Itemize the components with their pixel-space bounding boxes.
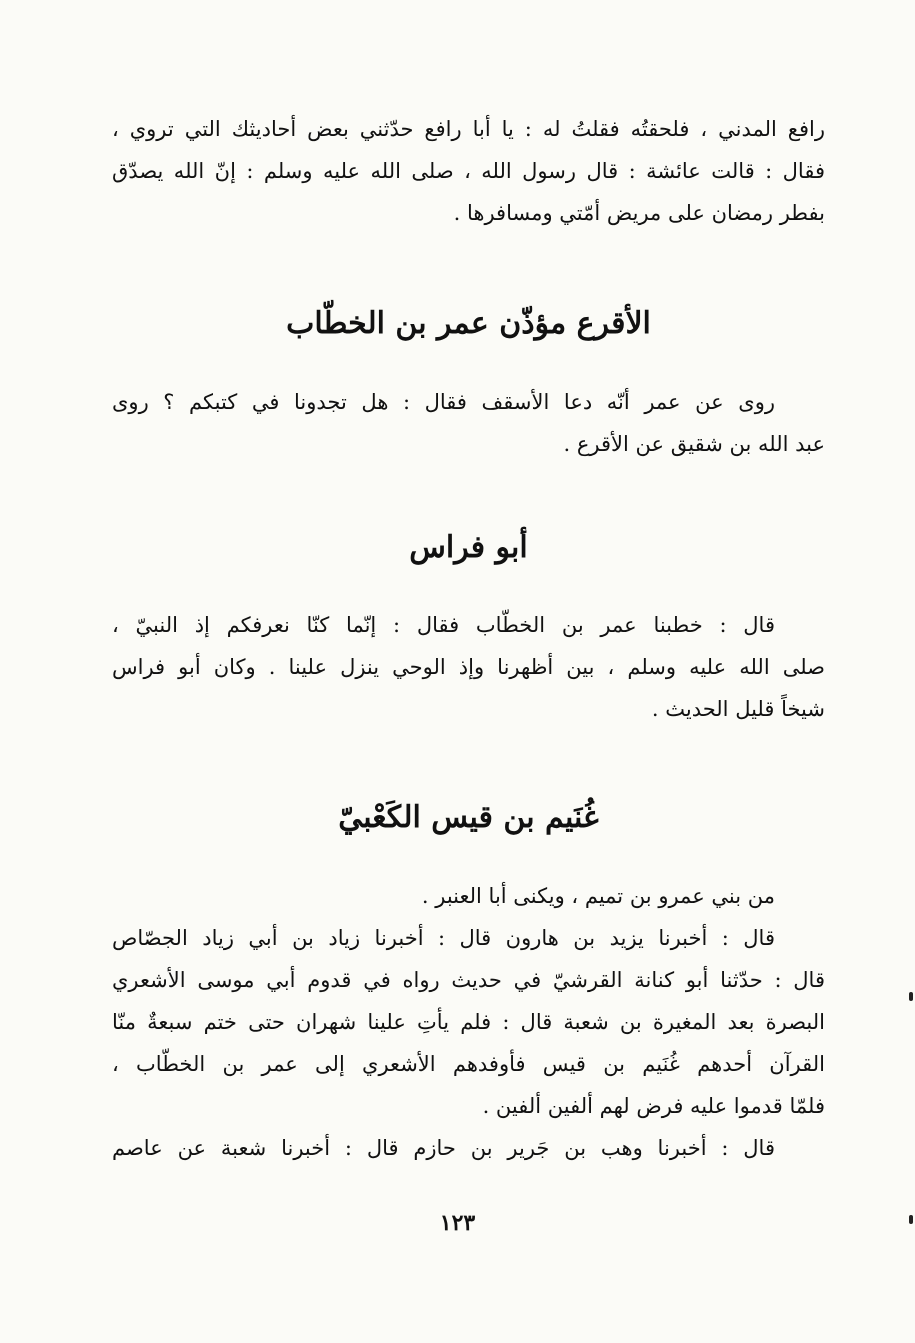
- text-line: قال : أخبرنا يزيد بن هارون قال : أخبرنا زياد بن أبي زياد الجصّاص: [112, 926, 775, 950]
- text-line: قال : خطبنا عمر بن الخطّاب فقال : إنّما كنّا نعرفكم إذ النبيّ ،: [112, 613, 775, 637]
- text-line: روى عن عمر أنّه دعا الأسقف فقال : هل تجدونا في كتبكم ؟ روى: [112, 390, 775, 414]
- text-line: رافع المدني ، فلحقتُه فقلتُ له : يا أبا رافع حدّثني بعض أحاديثك التي تروي ،: [112, 117, 825, 141]
- text-line: صلى الله عليه وسلم ، بين أظهرنا وإذ الوحي ينزل علينا . وكان أبو فراس: [112, 655, 825, 679]
- text-line: القرآن أحدهم غُنَيم بن قيس فأوفدهم الأشعري إلى عمر بن الخطّاب ،: [112, 1052, 825, 1076]
- section-body: [112, 381, 825, 465]
- text-line: فلمّا قدموا عليه فرض لهم ألفين ألفين .: [482, 1094, 825, 1118]
- text-line: من بني عمرو بن تميم ، ويكنى أبا العنبر .: [421, 884, 775, 908]
- text-line: قال : حدّثنا أبو كنانة القرشيّ في حديث رواه في قدوم أبي موسى الأشعري: [112, 968, 825, 992]
- section-heading: الأقرع مؤذّن عمر بن الخطّاب: [286, 306, 651, 341]
- text-line: شيخاً قليل الحديث .: [651, 697, 825, 721]
- section-heading: أبو فراس: [409, 530, 528, 565]
- section-body: [112, 875, 825, 1169]
- scan-edge-mark: [909, 1215, 913, 1224]
- text-line: قال : أخبرنا وهب بن جَرير بن حازم قال : أخبرنا شعبة عن عاصم: [112, 1136, 775, 1160]
- text-line: بفطر رمضان على مريض أمّتي ومسافرها .: [453, 201, 825, 225]
- text-line: عبد الله بن شقيق عن الأقرع .: [563, 432, 825, 456]
- page-number: ١٢٣: [439, 1210, 476, 1236]
- paragraph-continuation: [112, 108, 825, 234]
- section-heading: غُنَيم بن قيس الكَعْبيّ: [338, 800, 599, 835]
- text-line: فقال : قالت عائشة : قال رسول الله ، صلى الله عليه وسلم : إنّ الله يصدّق: [112, 159, 825, 183]
- section-body: [112, 604, 825, 730]
- scan-edge-mark: [909, 992, 913, 1001]
- text-line: البصرة بعد المغيرة بن شعبة قال : فلم يأتِ علينا شهران حتى ختم سبعةٌ منّا: [112, 1010, 825, 1034]
